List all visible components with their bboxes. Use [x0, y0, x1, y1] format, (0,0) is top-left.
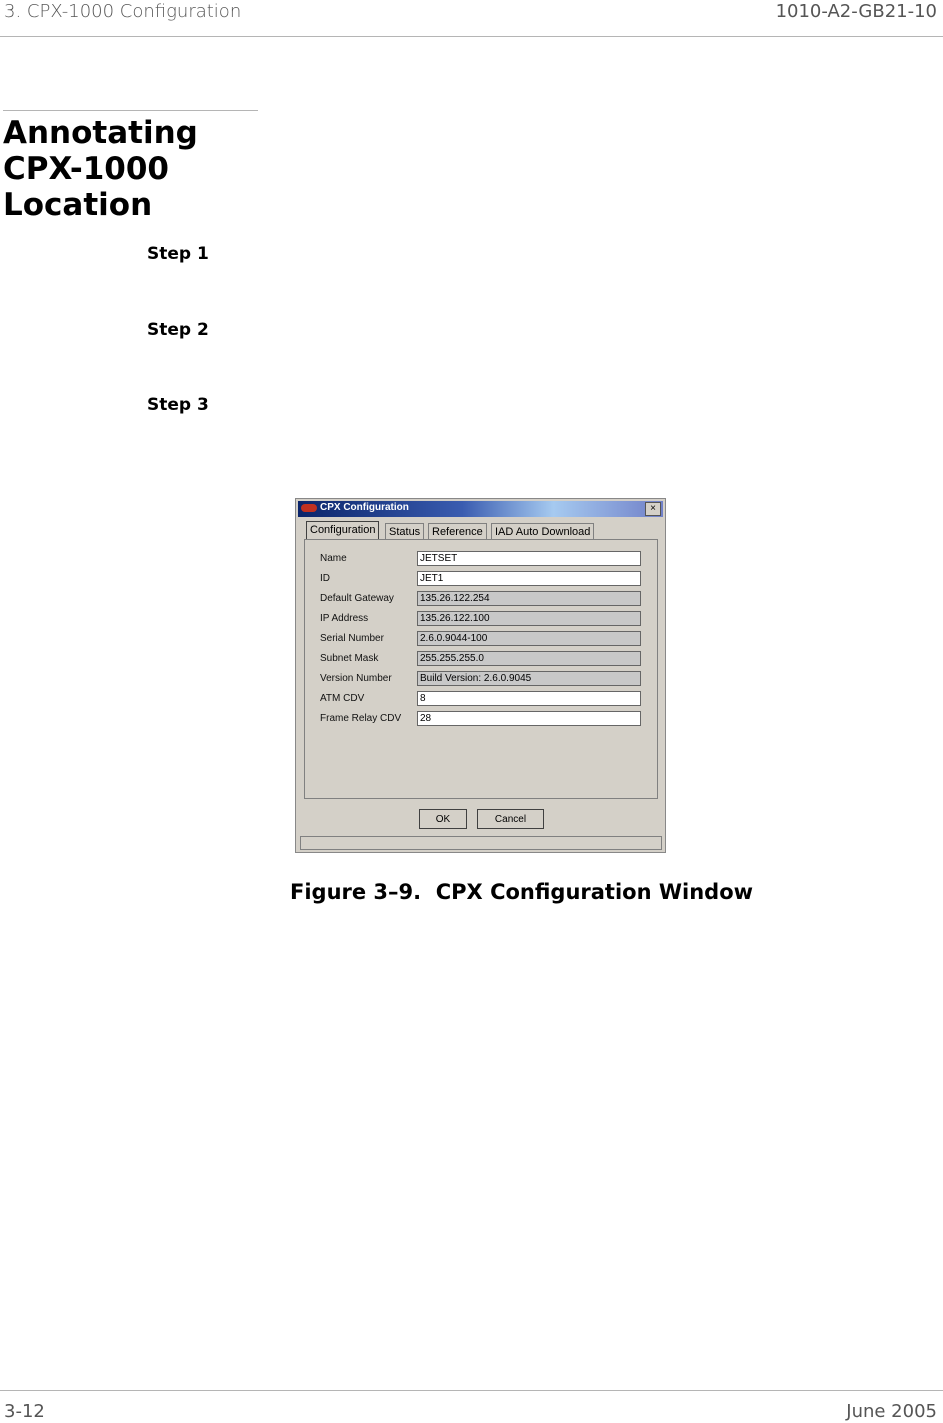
name-input[interactable]: JETSET — [417, 551, 641, 566]
field-row-default-gateway — [311, 591, 645, 607]
field-row-atm-cdv — [311, 691, 645, 707]
name-label: Name — [320, 553, 347, 564]
section-rule — [3, 110, 258, 111]
tab-reference[interactable]: Reference — [428, 523, 487, 540]
ok-button[interactable]: OK — [419, 809, 467, 829]
ip-address-field: 135.26.122.100 — [417, 611, 641, 626]
serial-number-field: 2.6.0.9044-100 — [417, 631, 641, 646]
step-2-label: Step 2 — [147, 320, 209, 340]
header-chapter: 3. CPX-1000 Configuration — [4, 1, 242, 22]
section-title-line: Annotating — [3, 115, 198, 151]
atm-cdv-input[interactable]: 8 — [417, 691, 641, 706]
footer-page-number: 3-12 — [4, 1401, 45, 1422]
section-title-line: CPX-1000 — [3, 151, 169, 187]
figure-caption: Figure 3–9. CPX Configuration Window — [290, 880, 754, 904]
default-gateway-label: Default Gateway — [320, 593, 394, 604]
id-label: ID — [320, 573, 330, 584]
subnet-mask-label: Subnet Mask — [320, 653, 379, 664]
ip-address-label: IP Address — [320, 613, 369, 624]
frame-relay-cdv-input[interactable]: 28 — [417, 711, 641, 726]
header-doc-number: 1010-A2-GB21-10 — [775, 1, 937, 22]
field-row-id — [311, 571, 645, 587]
version-number-label: Version Number — [320, 673, 392, 684]
page-header — [0, 0, 943, 37]
atm-cdv-label: ATM CDV — [320, 693, 365, 704]
version-number-field: Build Version: 2.6.0.9045 — [417, 671, 641, 686]
footer-rule — [0, 1390, 943, 1391]
section-title-line: Location — [3, 187, 153, 223]
tab-configuration[interactable]: Configuration — [306, 521, 379, 540]
step-3-label: Step 3 — [147, 395, 209, 415]
section-title — [3, 115, 263, 223]
window-titlebar[interactable] — [298, 501, 663, 517]
window-status-bar — [300, 836, 662, 850]
window-title: CPX Configuration — [320, 502, 409, 513]
field-row-ip-address — [311, 611, 645, 627]
serial-number-label: Serial Number — [320, 633, 384, 644]
cancel-button[interactable]: Cancel — [477, 809, 544, 829]
field-row-name — [311, 551, 645, 567]
subnet-mask-field: 255.255.255.0 — [417, 651, 641, 666]
id-input[interactable]: JET1 — [417, 571, 641, 586]
tab-iad-auto-download[interactable]: IAD Auto Download — [491, 523, 594, 540]
field-row-frame-relay-cdv — [311, 711, 645, 727]
app-logo-icon — [301, 504, 317, 512]
field-row-version-number — [311, 671, 645, 687]
step-1-label: Step 1 — [147, 244, 209, 264]
close-icon[interactable]: × — [645, 502, 661, 516]
frame-relay-cdv-label: Frame Relay CDV — [320, 713, 402, 724]
cpx-configuration-window — [295, 498, 666, 853]
field-row-serial-number — [311, 631, 645, 647]
field-row-subnet-mask — [311, 651, 645, 667]
default-gateway-field: 135.26.122.254 — [417, 591, 641, 606]
footer-date: June 2005 — [846, 1401, 937, 1422]
tab-status[interactable]: Status — [385, 523, 424, 540]
